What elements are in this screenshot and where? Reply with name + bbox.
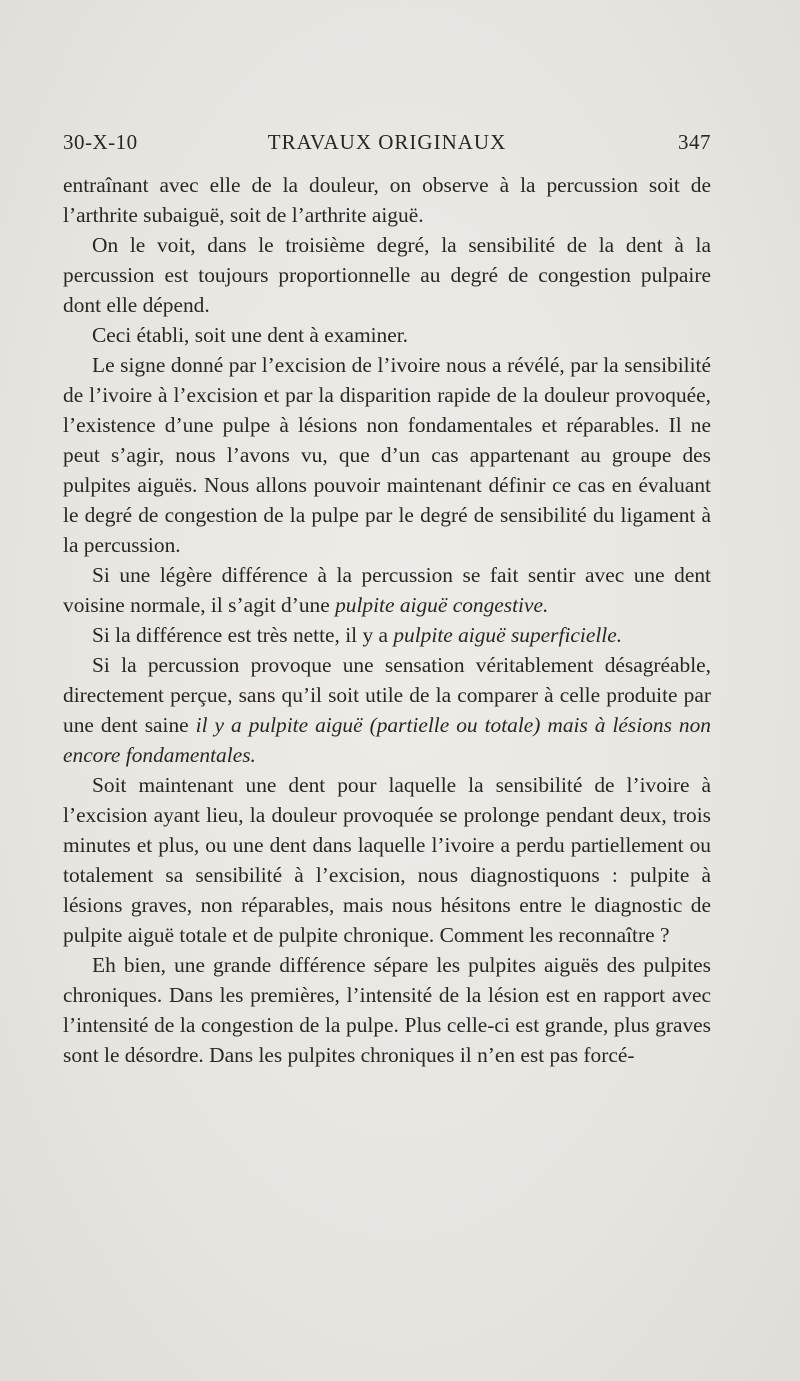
paragraph <box>63 560 711 620</box>
paragraph: On le voit, dans le troisième degré, la sensibilité de la dent à la percussion est toujours proportionnelle au degré de congestion pulpaire dont elle dépend. <box>63 233 711 317</box>
paragraph: Le signe donné par l’excision de l’ivoire nous a révélé, par la sensibilité de l’ivoire à l’excision et par la disparition rapide de la douleur provoquée, l’existence d’une pulpe à lésions non fondamentales et réparables. Il ne peut s’agir, nous l’avons vu, que d’un cas appartenant au groupe des pulpites aiguës. Nous allons pouvoir maintenant définir ce cas en évaluant le degré de congestion de la pulpe par le degré de sensibilité du ligament à la percussion. <box>63 353 711 557</box>
header-date: 30-X-10 <box>63 130 138 154</box>
paragraph <box>63 650 711 770</box>
paragraph <box>63 620 711 650</box>
paragraph: Ceci établi, soit une dent à examiner. <box>92 323 409 347</box>
paragraph-text: Si la différence est très nette, il y a <box>92 623 394 647</box>
italic-term: pulpite aiguë congestive. <box>335 593 549 617</box>
paragraph-text: Si une légère différence à la percussion se fait sentir avec une dent voisine normale, il s’agit d’une <box>63 563 711 617</box>
page-number: 347 <box>678 130 711 154</box>
body-text <box>63 170 711 1070</box>
italic-term: pulpite aiguë superficielle. <box>393 623 623 647</box>
paragraph: Soit maintenant une dent pour laquelle la sensibilité de l’ivoire à l’excision ayant lieu, la douleur provoquée se prolonge pendant deux, trois minutes et plus, ou une dent dans laquelle l’ivoire a perdu partiellement ou totalement sa sensibilité à l’excision, nous diagnostiquons : pulpite à lésions graves, non réparables, mais nous hésitons entre le diagnostic de pulpite aiguë totale et de pulpite chronique. Comment les reconnaître ? <box>63 773 711 947</box>
running-head <box>63 130 711 162</box>
paragraph-text: Si la percussion provoque une sensation véritablement désagréable, directement perçue, sans qu’il soit utile de la comparer à celle produite par une dent saine <box>63 653 711 737</box>
italic-term: il y a pulpite aiguë (partielle ou totale) mais à lésions non encore fondamentales. <box>63 713 711 767</box>
paragraph-continuation: entraînant avec elle de la douleur, on observe à la percussion soit de l’arthrite subaiguë, soit de l’arthrite aiguë. <box>63 173 711 227</box>
paragraph: Eh bien, une grande différence sépare les pulpites aiguës des pulpites chroniques. Dans les premières, l’intensité de la lésion est en rapport avec l’intensité de la congestion de la pulpe. Plus celle-ci est grande, plus graves sont le désordre. Dans les pulpites chroniques il n’en est pas forcé- <box>63 953 711 1067</box>
header-section-title: TRAVAUX ORIGINAUX <box>267 130 507 154</box>
